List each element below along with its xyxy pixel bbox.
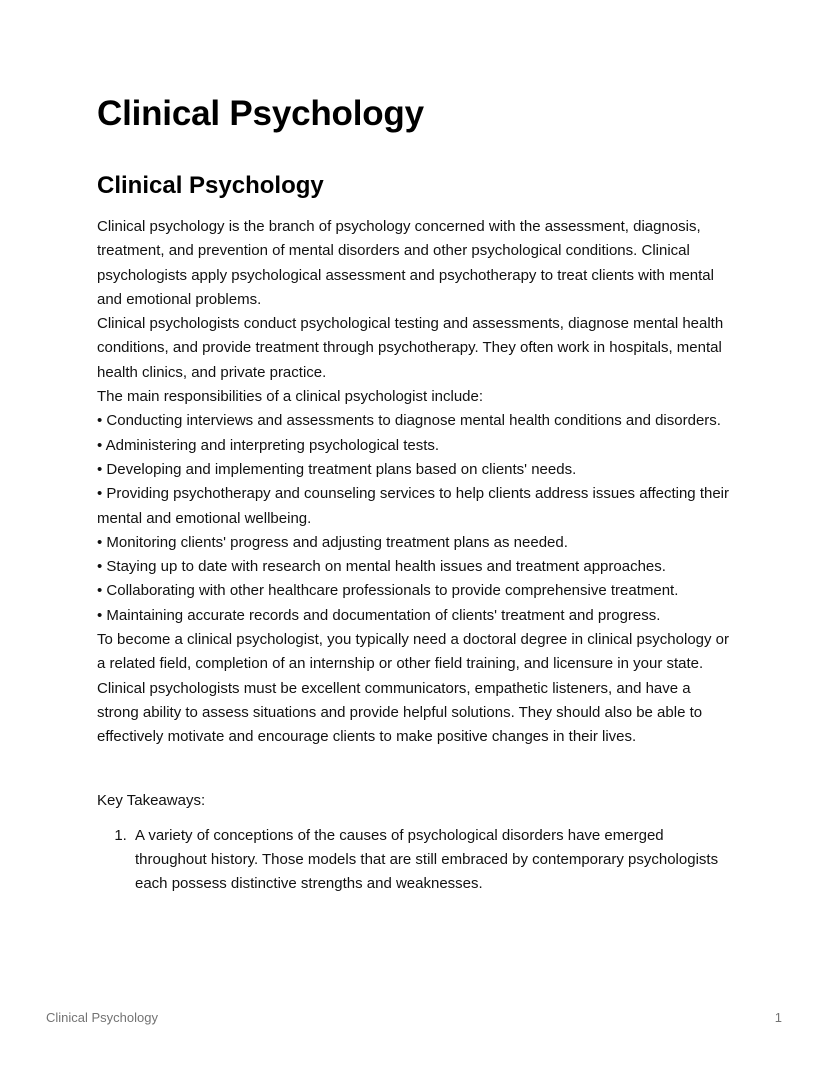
section-spacer: [97, 749, 735, 789]
bullet-item: • Providing psychotherapy and counseling services to help clients address issues affecting their mental and emotional wellbeing.: [97, 485, 729, 527]
key-takeaways-list: [97, 824, 735, 897]
list-item: 1. A variety of conceptions of the causes of psychological disorders have emerged throughout history. Those models that are still embraced by contemporary psychologists each possess distinctive strengths and weaknesses.: [131, 824, 735, 897]
key-takeaways-label: Key Takeaways:: [97, 792, 206, 810]
page-footer: [46, 1010, 782, 1025]
footer-document-name: Clinical Psychology: [46, 1010, 158, 1025]
page-title: Clinical Psychology: [97, 94, 424, 133]
bullet-item: • Maintaining accurate records and documentation of clients' treatment and progress.: [97, 606, 661, 624]
footer-page-number: 1: [774, 1010, 782, 1025]
paragraph-duties: Clinical psychologists conduct psychological testing and assessments, diagnose mental health conditions, and provide treatment through psychotherapy. They often work in hospitals, mental health clinics, and private practice.: [97, 315, 724, 381]
bullet-item: • Collaborating with other healthcare professionals to provide comprehensive treatment.: [97, 582, 679, 600]
section-heading: Clinical Psychology: [97, 171, 324, 199]
bullet-item: • Staying up to date with research on mental health issues and treatment approaches.: [97, 558, 666, 576]
document-content: [97, 92, 735, 901]
bullet-item: • Conducting interviews and assessments to diagnose mental health conditions and disorders.: [97, 412, 721, 430]
bullet-item: • Monitoring clients' progress and adjusting treatment plans as needed.: [97, 533, 568, 551]
paragraph-responsibilities-lead: The main responsibilities of a clinical psychologist include:: [97, 388, 484, 406]
bullet-item: • Developing and implementing treatment plans based on clients' needs.: [97, 460, 577, 478]
paragraph-intro: Clinical psychology is the branch of psychology concerned with the assessment, diagnosis, treatment, and prevention of mental disorders and other psychological conditions. Clinical psychologists apply psychological assessment and psychotherapy to treat clients with mental and emotional problems.: [97, 217, 714, 308]
bullet-item: • Administering and interpreting psychological tests.: [97, 436, 440, 454]
paragraph-becoming-psychologist: To become a clinical psychologist, you typically need a doctoral degree in clinical psychology or a related field, completion of an internship or other field training, and licensure in your state. Clinical psychologists must be excellent communicators, empathetic listeners, and have a strong ability to assess situations and provide helpful solutions. They should also be able to effectively motivate and encourage clients to make positive changes in their lives.: [97, 630, 730, 746]
